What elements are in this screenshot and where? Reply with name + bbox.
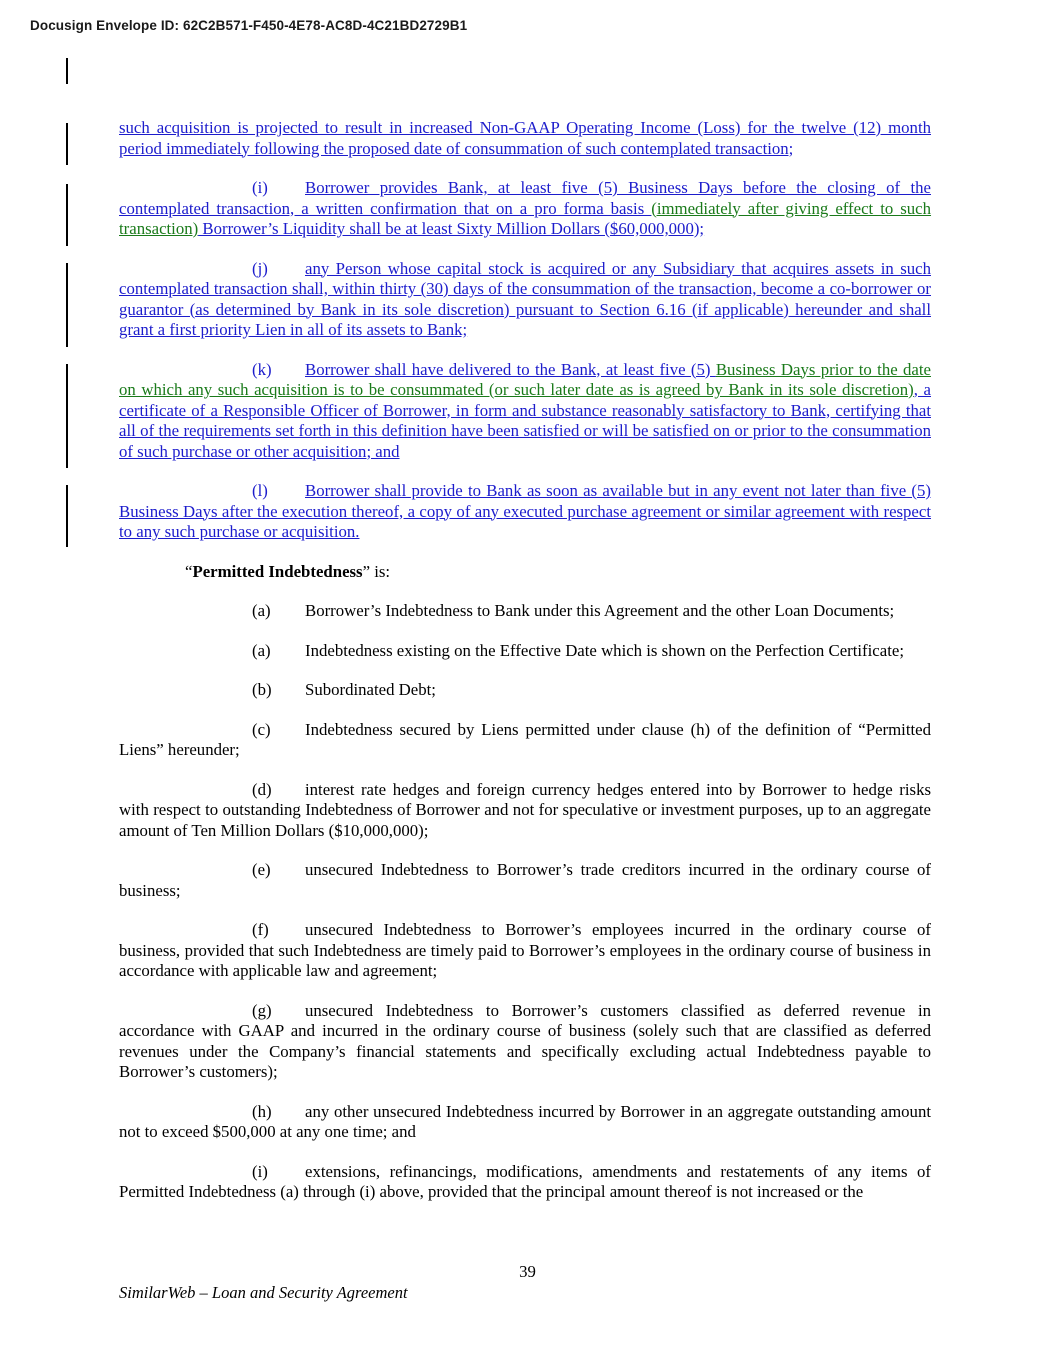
item-label: (a) [252,601,271,620]
change-bar [66,263,68,347]
paragraph-continuation: such acquisition is projected to result in increased Non-GAAP Operating Income (Loss) for the twelve (12) month period immediately following the proposed date of consummation of such contemplated transaction; [119,118,931,158]
clause-j [119,259,931,341]
clause-i [119,178,931,240]
item-text: Indebtedness existing on the Effective Date which is shown on the Perfection Certificate; [305,640,904,660]
clause-k-text-a: Borrower shall have delivered to the Bank, at least five (5) [305,359,716,379]
item-label: (a) [252,640,271,660]
clause-l [119,481,931,543]
item-label: (f) [252,920,269,939]
clause-i-text-b: Borrower’s Liquidity shall be at least Sixty Million Dollars ($60,000,000); [198,219,705,238]
item-text: Borrower’s Indebtedness to Bank under this Agreement and the other Loan Documents; [305,601,895,620]
list-item [119,641,931,662]
item-label: (e) [252,860,271,879]
item-label: (c) [252,719,271,739]
item-text: Indebtedness secured by Liens permitted under clause (h) of the definition of “Permitted Liens” hereunder; [119,719,931,759]
change-bar [66,184,68,246]
list-item [119,1102,931,1143]
item-text: Subordinated Debt; [305,680,436,699]
change-bar [66,364,68,468]
definition-quote-open: “ [185,561,193,581]
page-number: 39 [519,1262,536,1281]
item-label: (d) [252,779,272,799]
item-text: unsecured Indebtedness to Borrower’s customers classified as deferred revenue in accordance with GAAP and incurred in the ordinary course of business (solely such that are classified as deferred revenues under the Company’s financial statements and specifically excluding actual Indebtedness payable to Borrower’s customers); [119,1000,931,1081]
list-item [119,720,931,761]
clause-k [119,360,931,463]
docusign-envelope-id: Docusign Envelope ID: 62C2B571-F450-4E78-AC8D-4C21BD2729B1 [30,18,468,33]
change-bar [66,485,68,547]
clause-i-text-green: (immediately after giving effect to such transaction) [119,198,932,238]
list-item [119,1162,931,1203]
clause-k-text-b: , a certificate of a Responsible Officer of Borrower, in form and substance reasonably satisfactory to Bank, certifying that all of the requirements set forth in this definition have been satisfied or will be satisfied on or prior to the consummation of such purchase or other acquisition; and [119,380,931,461]
item-text: interest rate hedges and foreign currency hedges entered into by Borrower to hedge risks with respect to outstanding Indebtedness of Borrower and not for speculative or investment purposes, up to an aggregate amount of Ten Million Dollars ($10,000,000); [119,779,931,840]
list-item [119,601,931,622]
list-item [119,680,931,701]
item-label: (i) [252,1161,268,1181]
change-bar [66,58,68,84]
definition-term: Permitted Indebtedness [192,561,363,581]
list-item [119,860,931,901]
clause-j-text: any Person whose capital stock is acquired or any Subsidiary that acquires assets in such contemplated transaction shall, within thirty (30) days of the consummation of the transaction, become a co-borrower or guarantor (as determined by Bank in its sole discretion) pursuant to Section 6.16 (if applicable) hereunder and shall grant a first priority Lien in all of its assets to Bank; [119,258,931,339]
list-item [119,920,931,982]
definition-quote-close: ” is: [362,561,391,581]
item-text: any other unsecured Indebtedness incurred by Borrower in an aggregate outstanding amount not to exceed $500,000 at any one time; and [119,1101,931,1141]
item-label: (h) [252,1101,272,1121]
clause-j-label: (j) [252,258,268,278]
definition-heading [119,562,931,583]
clause-k-label: (k) [252,359,272,379]
list-item [119,780,931,842]
item-text: unsecured Indebtedness to Borrower’s trade creditors incurred in the ordinary course of business; [119,860,931,900]
clause-k-text-green: Business Days prior to the date on which any such acquisition is to be consummated (or such later date as is agreed by Bank in its sole discretion) [119,359,931,399]
item-text: unsecured Indebtedness to Borrower’s employees incurred in the ordinary course of business, provided that such Indebtedness are timely paid to Borrower’s employees in the ordinary course of business in accordance with applicable law and agreement; [119,920,931,980]
clause-l-text: Borrower shall provide to Bank as soon as available but in any event not later than five (5) Business Days after the execution thereof, a copy of any executed purchase agreement or similar agreement with respect to any such purchase or acquisition. [119,481,931,541]
document-body [119,118,931,1222]
item-label: (g) [252,1000,272,1020]
footer-title: SimilarWeb – Loan and Security Agreement [119,1283,408,1302]
item-text: extensions, refinancings, modifications, amendments and restatements of any items of Permitted Indebtedness (a) through (i) above, provided that the principal amount thereof is not increased or the [119,1161,931,1201]
clause-i-label: (i) [252,178,268,197]
clause-i-text-a: Borrower provides Bank, at least five (5) Business Days before the closing of the contemplated transaction, a written confirmation that on a pro forma basis [119,178,931,218]
list-item [119,1001,931,1083]
item-label: (b) [252,680,272,699]
change-bar [66,123,68,165]
clause-l-label: (l) [252,481,268,500]
